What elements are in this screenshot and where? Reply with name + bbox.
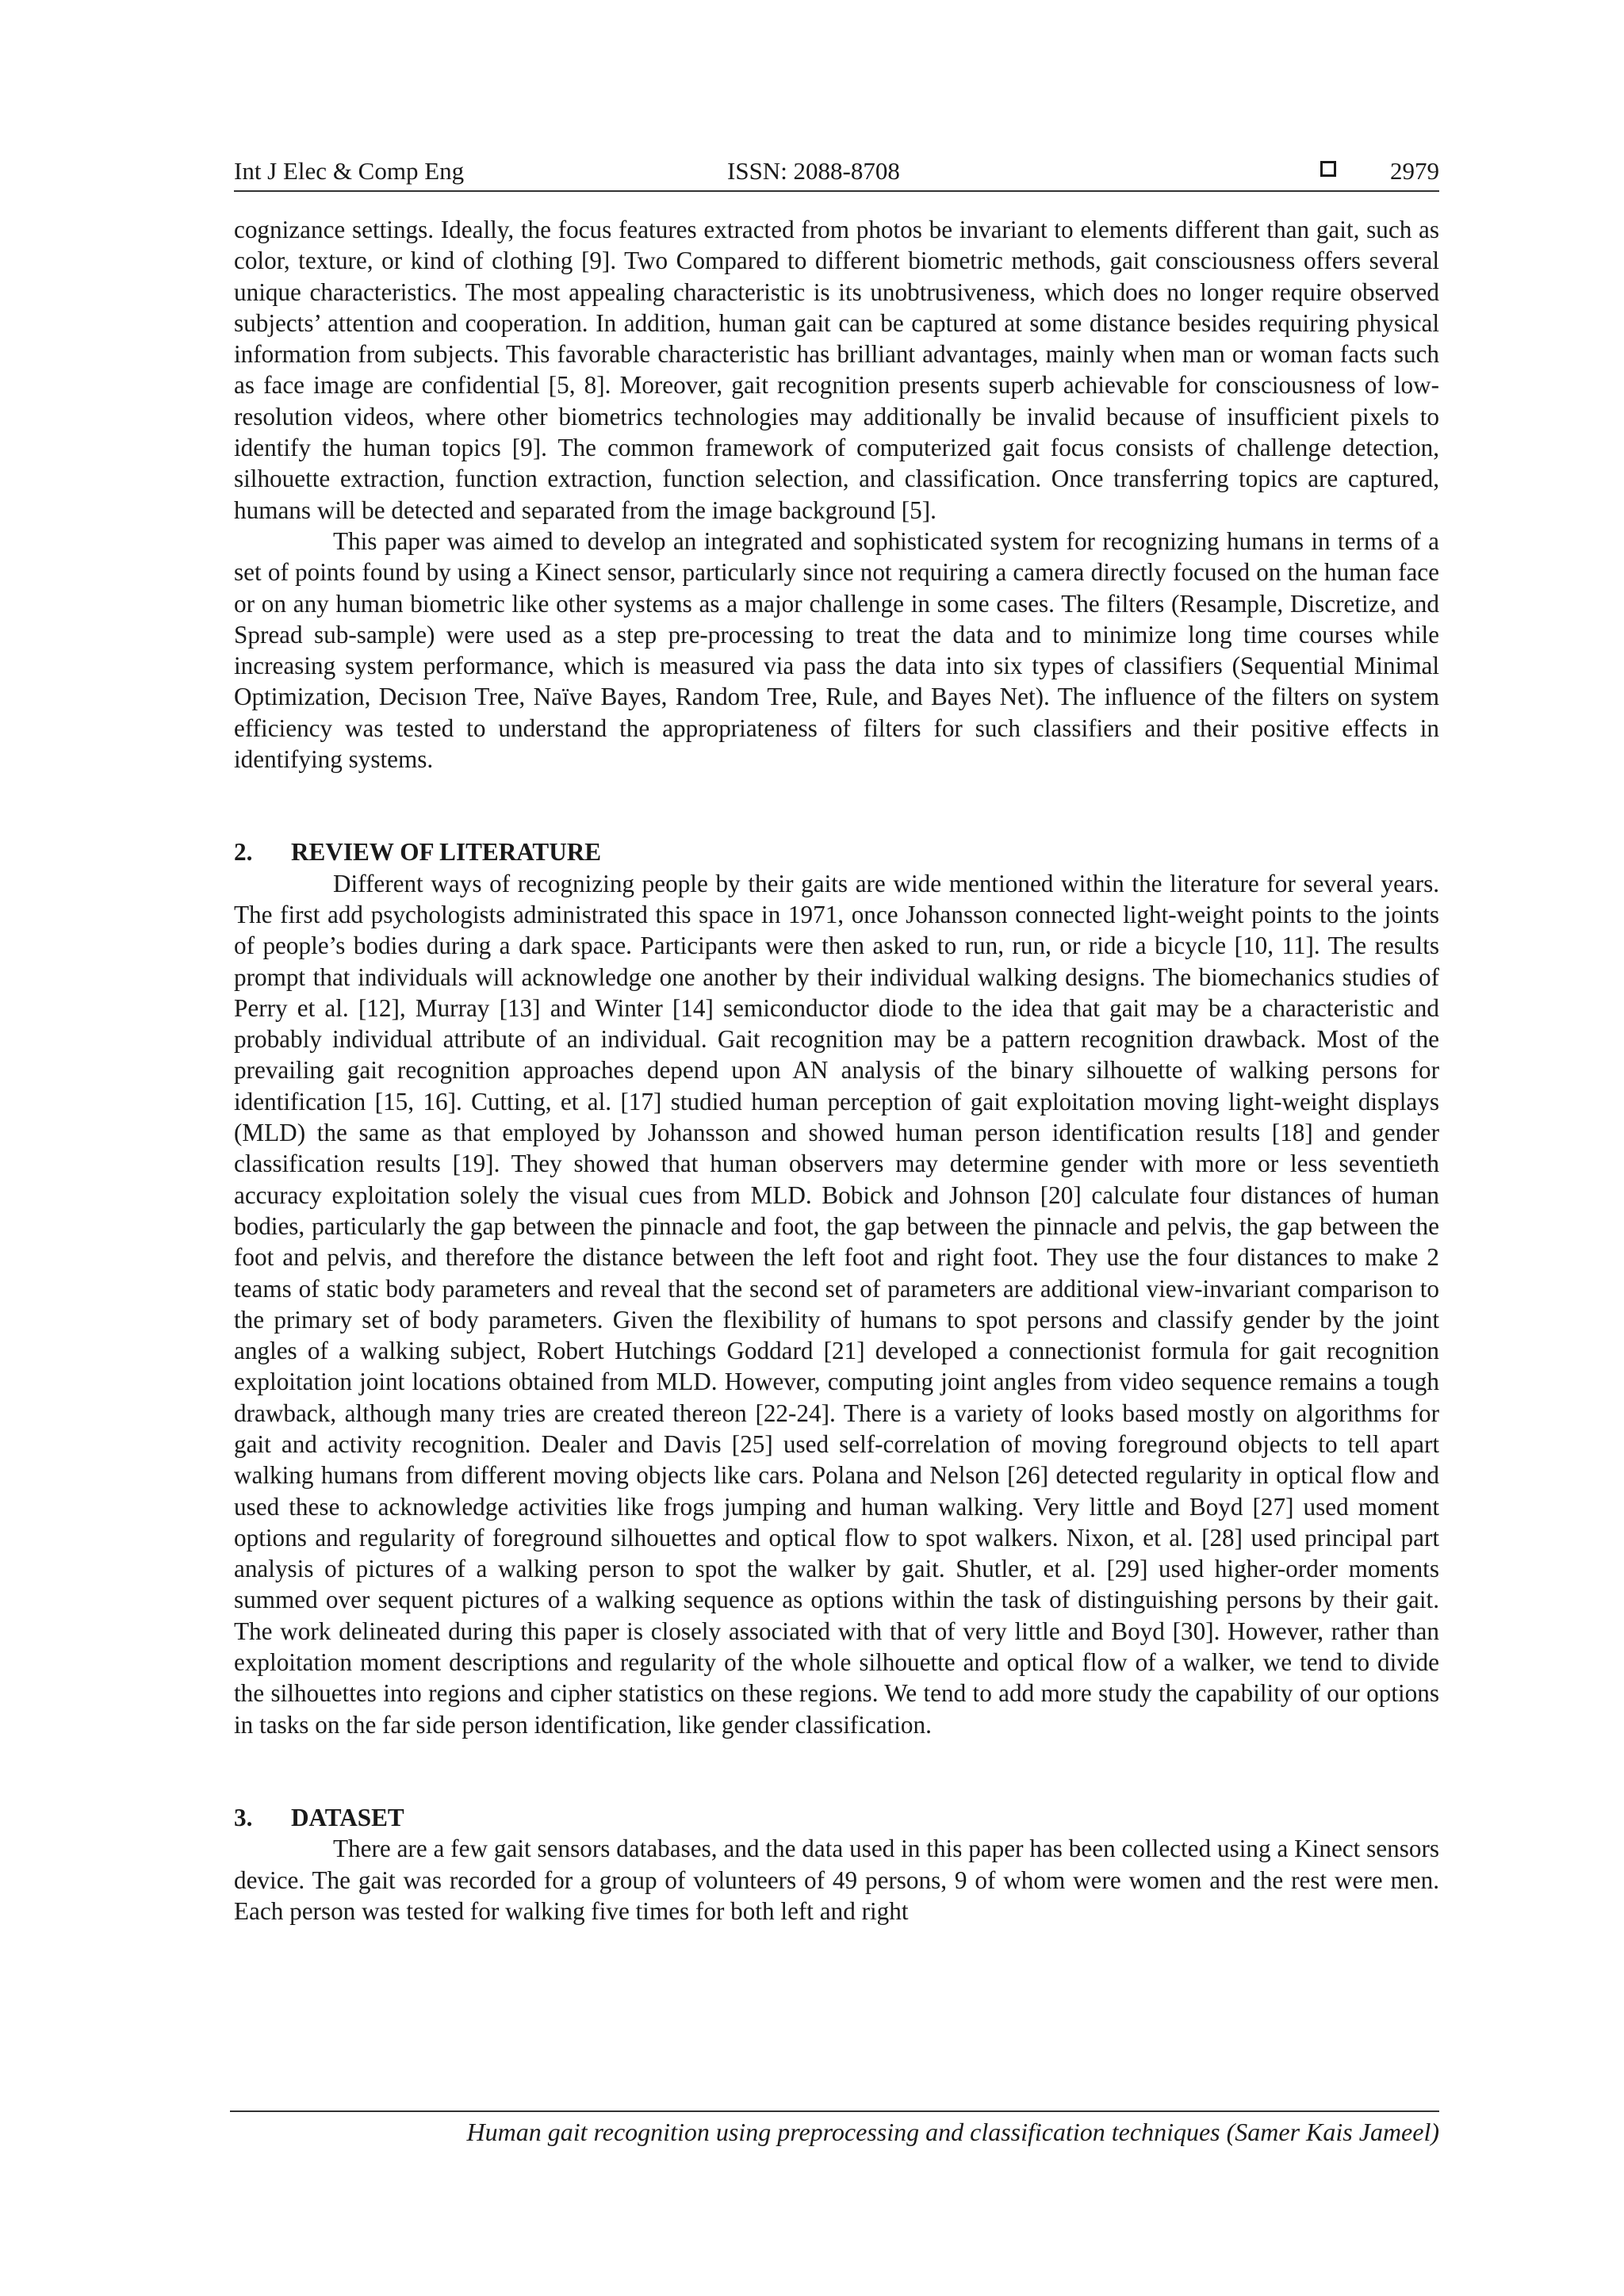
square-bullet-icon <box>1320 161 1336 177</box>
paragraph-dataset: There are a few gait sensors databases, and the data used in this paper has been collected using a Kinect sensors device. The gait was recorded for a group of volunteers of 49 persons, 9 of whom were women and the rest were men. Each person was tested for walking five times for both left and right <box>234 1835 1439 1925</box>
issn-label: ISSN: 2088-8708 <box>727 157 900 185</box>
paragraph-review: Different ways of recognizing people by their gaits are wide mentioned within the literature for several years. The first add psychologists administrated this space in 1971, once Johansson connected light-weight points to the joints of people’s bodies during a dark space. Participants were then asked to run, run, or ride a bicycle [10, 11]. The results prompt that individuals will acknowledge one another by their individual walking designs. The biomechanics studies of Perry et al. [12], Murray [13] and Winter [14] semiconductor diode to the idea that gait may be a characteristic and probably individual attribute of an individual. Gait recognition may be a pattern recognition drawback. Most of the prevailing gait recognition approaches depend upon AN analysis of the binary silhouette of walking persons for identification [15, 16]. Cutting, et al. [17] studied human perception of gait exploitation moving light-weight displays (MLD) the same as that employed by Johansson and showed human person identification results [18] and gender classification results [19]. They showed that human observers may determine gender with more or less seventieth accuracy exploitation solely the visual cues from MLD. Bobick and Johnson [20] calculate four distances of human bodies, particularly the gap between the pinnacle and foot, the gap between the pinnacle and pelvis, the gap between the foot and pelvis, and therefore the distance between the left foot and right foot. They use the four distances to make 2 teams of static body parameters and reveal that the second set of parameters are additional view-invariant comparison to the primary set of body parameters. Given the flexibility of humans to spot persons and classify gender by the joint angles of a walking subject, Robert Hutchings Goddard [21] developed a connectionist formula for gait recognition exploitation joint locations obtained from MLD. However, computing joint angles from video sequence remains a tough drawback, although many tries are created thereon [22-24]. There is a variety of looks based mostly on algorithms for gait and activity recognition. Dealer and Davis [25] used self-correlation of moving foreground objects to tell apart walking humans from different moving objects like cars. Polana and Nelson [26] detected regularity in optical flow and used these to acknowledge activities like frogs jumping and human walking. Very little and Boyd [27] used moment options and regularity of foreground silhouettes and optical flow to spot walkers. Nixon, et al. [28] used principal part analysis of pictures of a walking person to spot the walker by gait. Shutler, et al. [29] used higher-order moments summed over sequent pictures of a walking sequence as options within the task of distinguishing persons by their gait. The work delineated during this paper is closely associated with that of very little and Boyd [30]. However, rather than exploitation moment descriptions and regularity of the whole silhouette and optical flow of a walker, we tend to divide the silhouettes into regions and cipher statistics on these regions. We tend to add more study the capability of our options in tasks on the far side person identification, like gender classification. <box>234 869 1439 1739</box>
section-heading-review <box>234 836 1439 867</box>
header-divider <box>234 190 1439 192</box>
article-body <box>234 214 1439 1927</box>
journal-name: Int J Elec & Comp Eng <box>234 157 465 185</box>
section-title: REVIEW OF LITERATURE <box>291 838 602 867</box>
section-number: 2. <box>234 838 253 867</box>
paragraph-intro-continuation: cognizance settings. Ideally, the focus features extracted from photos be invariant to elements different than gait, such as color, texture, or kind of clothing [9]. Two Compared to different biometric methods, gait consciousness offers several unique characteristics. The most appealing characteristic is its unobtrusiveness, which does no longer require observed subjects’ attention and cooperation. In addition, human gait can be captured at some distance besides requiring physical information from subjects. This favorable characteristic has brilliant advantages, mainly when man or woman facts such as face image are confidential [5, 8]. Moreover, gait recognition presents superb achievable for consciousness of low-resolution videos, where other biometrics technologies may additionally be invalid because of insufficient pixels to identify the human topics [9]. The common framework of computerized gait focus consists of challenge detection, silhouette extraction, function extraction, function selection, and classification. Once transferring topics are captured, humans will be detected and separated from the image background [5]. <box>234 216 1439 524</box>
page-number: 2979 <box>1390 157 1439 185</box>
page-header <box>234 155 1439 190</box>
section-heading-dataset <box>234 1802 1439 1833</box>
running-title: Human gait recognition using preprocessing and classification techniques (Samer Kais Jameel) <box>466 2118 1439 2146</box>
footer-divider <box>230 2110 1439 2112</box>
paragraph-intro-aim: This paper was aimed to develop an integrated and sophisticated system for recognizing humans in terms of a set of points found by using a Kinect sensor, particularly since not requiring a camera directly focused on the human face or on any human biometric like other systems as a major challenge in some cases. The filters (Resample, Discretize, and Spread sub-sample) were used as a step pre-processing to treat the data and to minimize long time courses while increasing system performance, which is measured via pass the data into six types of classifiers (Sequential Minimal Optimization, Decisıon Tree, Naïve Bayes, Random Tree, Rule, and Bayes Net). The influence of the filters on system efficiency was tested to understand the appropriateness of filters for such classifiers and their positive effects in identifying systems. <box>234 526 1439 774</box>
section-number: 3. <box>234 1803 253 1831</box>
section-title: DATASET <box>291 1803 404 1831</box>
